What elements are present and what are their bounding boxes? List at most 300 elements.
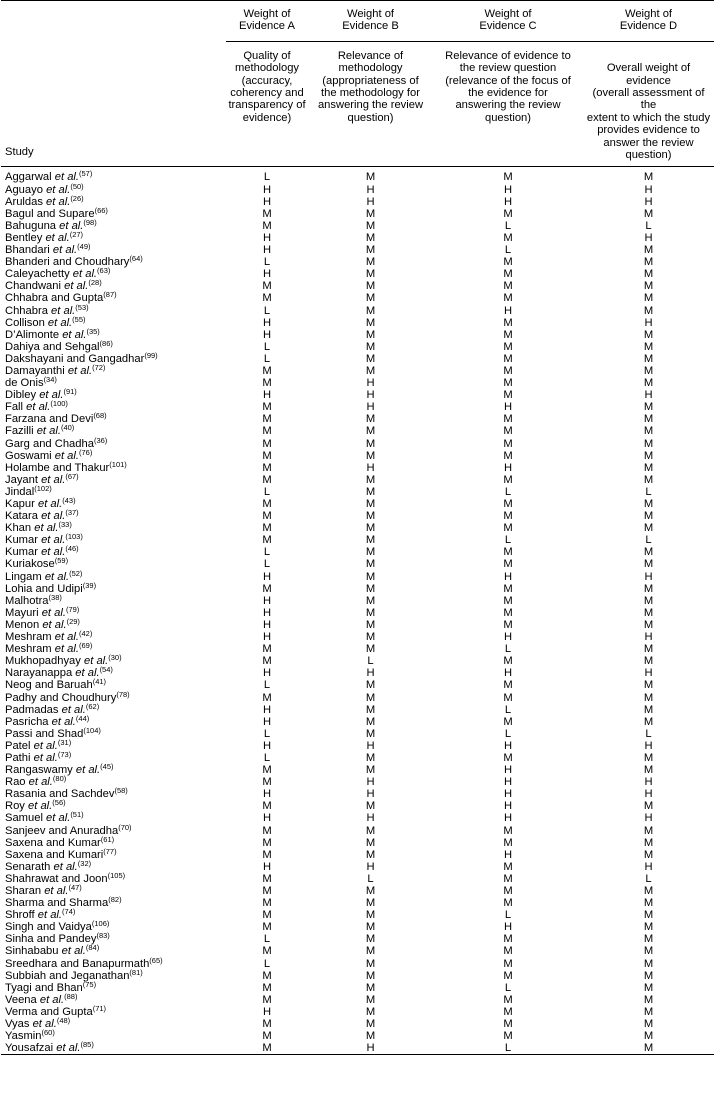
- study-name-cell: [1, 181, 226, 196]
- study-name-cell: [1, 713, 226, 728]
- table-row: [1, 1042, 714, 1055]
- weight-c-cell: M: [503, 449, 513, 462]
- weight-a-cell: H: [262, 328, 272, 341]
- table-row: [1, 522, 714, 534]
- study-author: Saxena and Kumari: [5, 848, 104, 861]
- weight-b-cell: M: [365, 304, 376, 317]
- study-reference: (77): [103, 846, 117, 856]
- study-author: Sinhababu: [5, 945, 62, 958]
- weight-d-cell: H: [644, 776, 653, 789]
- study-reference: (100): [50, 399, 68, 409]
- weight-a-cell: M: [262, 776, 272, 789]
- table-row: [1, 958, 714, 970]
- weight-a-cell: M: [262, 280, 272, 293]
- table-row: [1, 704, 714, 716]
- weight-c-cell: M: [503, 824, 513, 837]
- study-name-cell: [1, 314, 226, 329]
- table-row: [1, 498, 714, 510]
- study-name-cell: [1, 338, 226, 353]
- weight-a-cell: L: [263, 171, 271, 184]
- weight-a-cell: M: [262, 522, 272, 535]
- study-et-al: et al.: [37, 909, 63, 922]
- study-name-cell: [1, 897, 226, 909]
- weight-b-cell: M: [365, 618, 376, 631]
- study-author: Fall: [5, 401, 27, 414]
- study-et-al: et al.: [33, 751, 58, 764]
- weight-a-cell: H: [262, 715, 272, 728]
- weight-d-cell: L: [645, 219, 652, 232]
- weight-c-cell: H: [503, 401, 513, 414]
- study-author: Damayanthi: [5, 364, 68, 377]
- study-et-al: et al.: [56, 1042, 81, 1055]
- study-name-cell: [1, 498, 226, 510]
- weight-d-cell: M: [643, 824, 654, 837]
- study-name-cell: [1, 604, 226, 619]
- weight-d-cell: M: [643, 1042, 654, 1055]
- weight-d-cell: H: [644, 812, 653, 825]
- weight-b-cell: M: [365, 848, 376, 861]
- weight-a-cell: M: [262, 1042, 272, 1055]
- study-name-cell: [1, 991, 226, 1006]
- study-author: Shroff: [5, 909, 38, 922]
- table-row: [1, 583, 714, 595]
- study-author: Dibley: [5, 389, 40, 402]
- study-author: Farzana and Devi: [5, 413, 94, 426]
- weight-a-cell: L: [263, 256, 271, 269]
- study-reference: (85): [80, 1040, 94, 1050]
- study-reference: (45): [100, 762, 114, 772]
- study-reference: (65): [149, 955, 163, 965]
- study-reference: (99): [144, 350, 158, 360]
- weight-b-cell: M: [365, 993, 376, 1006]
- table-row: [1, 788, 714, 800]
- weight-d-cell: M: [643, 377, 654, 390]
- study-name-cell: [1, 413, 226, 425]
- table-row: [1, 510, 714, 522]
- study-name-cell: [1, 667, 226, 679]
- weight-a-cell: M: [262, 969, 272, 982]
- study-author: Vyas: [5, 1018, 33, 1031]
- study-author: Collison: [5, 316, 48, 329]
- study-name-cell: [1, 377, 226, 389]
- weight-b-cell: M: [365, 256, 376, 269]
- weight-d-cell: M: [643, 993, 654, 1006]
- study-author: Roy: [5, 800, 29, 813]
- table-row: [1, 800, 714, 812]
- weight-d-cell: M: [643, 655, 654, 668]
- weight-b-cell: M: [365, 727, 376, 740]
- weight-d-cell: M: [643, 280, 654, 293]
- study-name-cell: [1, 701, 226, 716]
- table-row: [1, 812, 714, 824]
- weight-a-cell: M: [262, 401, 272, 414]
- study-et-al: et al.: [64, 280, 89, 293]
- study-reference: (36): [93, 435, 108, 445]
- weight-c-cell: M: [503, 510, 513, 523]
- weight-b-cell: M: [365, 449, 376, 462]
- weight-c-cell: M: [503, 945, 513, 958]
- weight-d-cell: M: [643, 171, 654, 184]
- table-row: [1, 776, 714, 788]
- study-name-cell: [1, 846, 226, 861]
- table-row: [1, 849, 714, 861]
- weight-d-cell: M: [643, 981, 654, 994]
- table-row: [1, 607, 714, 619]
- weight-d-cell: H: [644, 183, 653, 196]
- weight-d-cell: M: [643, 449, 654, 462]
- weight-a-header: Weight of Evidence A: [226, 1, 308, 41]
- study-name-cell: [1, 679, 226, 691]
- weight-b-cell: M: [365, 352, 376, 365]
- study-author: Padmadas: [5, 703, 62, 716]
- weight-a-cell: H: [262, 788, 272, 801]
- study-author: Fazilli: [5, 425, 37, 438]
- study-reference: (42): [79, 629, 93, 639]
- table-row: [1, 450, 714, 462]
- study-et-al: et al.: [62, 328, 87, 341]
- weight-a-cell: M: [262, 377, 272, 390]
- study-author: Bagul and Supare: [5, 207, 95, 220]
- weight-a-cell: H: [262, 739, 272, 752]
- study-et-al: et al.: [41, 473, 66, 486]
- weight-d-cell: M: [643, 679, 654, 692]
- weight-d-cell: M: [643, 691, 654, 704]
- table-row: [1, 353, 714, 365]
- study-reference: (56): [52, 798, 66, 808]
- weight-c-cell: M: [503, 292, 513, 305]
- table-row: [1, 619, 714, 631]
- weight-b-cell: M: [365, 425, 376, 438]
- study-reference: (75): [82, 979, 97, 989]
- study-name-cell: [1, 510, 226, 522]
- weight-d-cell: L: [645, 727, 652, 740]
- weight-b-cell: M: [365, 631, 376, 644]
- weight-d-cell: M: [643, 510, 654, 523]
- study-name-cell: [1, 616, 226, 631]
- weight-d-cell: M: [643, 256, 654, 269]
- weight-d-cell: M: [643, 969, 654, 982]
- study-et-al: et al.: [41, 534, 66, 547]
- weight-header-row: [1, 1, 714, 41]
- weight-c-cell: M: [503, 957, 513, 970]
- study-author: Yousafzai: [5, 1042, 57, 1055]
- study-reference: (40): [60, 423, 75, 433]
- study-et-al: et al.: [46, 812, 71, 825]
- weight-a-cell: L: [263, 546, 271, 559]
- weight-b-cell: H: [366, 1042, 375, 1055]
- study-reference: (61): [100, 834, 115, 844]
- weight-a-cell: M: [262, 498, 272, 510]
- weight-d-cell: M: [643, 703, 654, 716]
- study-reference: (84): [85, 943, 100, 953]
- weight-a-cell: L: [263, 304, 271, 317]
- weight-c-cell: L: [504, 909, 512, 922]
- table-row: [1, 401, 714, 413]
- study-et-al: et al.: [32, 1018, 57, 1031]
- study-author: Sreedhara and Banapurmath: [5, 957, 150, 970]
- weight-c-cell: L: [504, 981, 512, 994]
- study-author: Shahrawat and Joon: [5, 872, 108, 885]
- weight-d-cell: M: [643, 945, 654, 958]
- weight-c-cell: M: [503, 933, 513, 946]
- study-reference: (104): [83, 725, 101, 735]
- study-name-cell: [1, 558, 226, 570]
- study-name-cell: [1, 945, 226, 957]
- table-row: [1, 220, 714, 232]
- study-reference: (73): [57, 749, 72, 759]
- weight-c-cell: H: [503, 921, 513, 934]
- weight-d-cell: M: [643, 957, 654, 970]
- weight-b-cell: M: [365, 691, 376, 704]
- study-name-cell: [1, 483, 226, 498]
- weight-d-cell: M: [643, 522, 654, 535]
- study-et-al: et al.: [54, 643, 79, 656]
- weight-c-cell: M: [503, 618, 513, 631]
- study-name-cell: [1, 979, 226, 994]
- weight-b-cell: M: [365, 643, 376, 656]
- study-author: Katara: [5, 510, 42, 523]
- weight-b-cell: M: [365, 909, 376, 922]
- weight-c-cell: H: [503, 304, 513, 317]
- study-name-cell: [1, 655, 226, 667]
- table-row: [1, 716, 714, 728]
- study-et-al: et al.: [84, 655, 109, 668]
- study-reference: (83): [96, 931, 110, 941]
- weight-b-cell: M: [365, 244, 376, 257]
- weight-b-cell: M: [365, 473, 376, 486]
- weight-c-cell: H: [503, 570, 513, 583]
- study-reference: (27): [69, 229, 84, 239]
- study-reference: (64): [129, 254, 143, 264]
- study-author: Mukhopadhyay: [5, 655, 84, 668]
- study-et-al: et al.: [28, 776, 53, 789]
- study-name-cell: [1, 689, 226, 704]
- study-author: Lingam: [5, 570, 45, 583]
- weight-d-cell: H: [644, 389, 653, 402]
- study-name-cell: [1, 425, 226, 437]
- study-author: Patel: [5, 739, 34, 752]
- weight-a-cell: L: [263, 340, 271, 353]
- study-name-cell: [1, 292, 226, 304]
- weight-a-cell: M: [262, 897, 272, 910]
- weight-d-cell: M: [643, 909, 654, 922]
- study-et-al: et al.: [41, 606, 66, 619]
- weight-b-cell: M: [365, 921, 376, 934]
- study-author: Khan: [5, 522, 35, 535]
- weight-a-cell: M: [262, 764, 272, 777]
- weight-b-cell: M: [365, 969, 376, 982]
- study-name-cell: [1, 764, 226, 776]
- table-row: [1, 764, 714, 776]
- weight-b-cell: L: [367, 655, 374, 668]
- study-et-al: et al.: [53, 860, 78, 873]
- study-reference: (86): [99, 338, 113, 348]
- study-reference: (71): [92, 1003, 107, 1013]
- weight-a-cell: H: [262, 268, 272, 281]
- weight-d-cell: M: [643, 800, 654, 813]
- weight-b-cell: M: [365, 340, 376, 353]
- weight-c-cell: M: [503, 280, 513, 293]
- study-reference: (87): [103, 290, 117, 300]
- weight-a-cell: M: [262, 909, 272, 922]
- table-row: [1, 873, 714, 885]
- weight-a-cell: M: [262, 219, 272, 232]
- weight-b-cell: H: [366, 812, 375, 825]
- weight-a-cell: M: [262, 534, 272, 547]
- study-author: Chandwani: [5, 280, 65, 293]
- weight-d-cell: M: [643, 764, 654, 777]
- weight-b-cell: M: [365, 498, 376, 510]
- weight-a-cell: M: [262, 582, 272, 595]
- study-reference: (59): [54, 556, 69, 566]
- weight-c-cell: M: [503, 522, 513, 535]
- study-et-al: et al.: [72, 268, 98, 281]
- table-body: [1, 167, 714, 1055]
- weight-c-cell: M: [503, 546, 513, 559]
- study-reference: (30): [108, 653, 122, 663]
- weight-c-cell: M: [503, 885, 513, 897]
- study-author: Mayuri: [5, 606, 42, 619]
- study-reference: (81): [129, 967, 143, 977]
- weight-b-cell: H: [366, 183, 375, 196]
- weight-d-cell: H: [644, 316, 653, 329]
- study-author: Meshram: [5, 643, 55, 656]
- weight-c-cell: H: [503, 788, 513, 801]
- table-row: [1, 232, 714, 244]
- study-reference: (57): [79, 169, 93, 179]
- weight-c-cell: M: [503, 413, 513, 426]
- weight-a-cell: H: [262, 1005, 272, 1018]
- study-reference: (82): [108, 895, 122, 905]
- weight-a-cell: M: [262, 885, 272, 897]
- weight-b-cell: H: [366, 739, 375, 752]
- table-row: [1, 184, 714, 196]
- study-author: Sanjeev and Anuradha: [5, 824, 119, 837]
- weight-a-cell: L: [263, 352, 271, 365]
- study-author: Sharan: [5, 885, 45, 897]
- weight-b-cell: M: [365, 558, 376, 571]
- study-reference: (47): [68, 883, 82, 892]
- weight-d-cell: H: [644, 570, 653, 583]
- weight-a-cell: H: [262, 860, 272, 873]
- weight-a-cell: M: [262, 824, 272, 837]
- study-author: Aruldas: [5, 195, 47, 208]
- study-author: Pathi: [5, 751, 34, 764]
- study-author: Aguayo: [5, 183, 47, 196]
- weight-c-cell: H: [503, 812, 513, 825]
- weight-a-cell: H: [262, 195, 272, 208]
- weight-c-cell: M: [503, 473, 513, 486]
- weight-d-cell: M: [643, 594, 654, 607]
- study-reference: (48): [56, 1016, 71, 1026]
- weight-b-cell: M: [365, 703, 376, 716]
- weight-d-cell: M: [643, 364, 654, 377]
- weight-d-cell: M: [643, 292, 654, 305]
- evidence-weight-table: [1, 0, 714, 1055]
- weight-b-cell: M: [365, 945, 376, 958]
- weight-d-cell: H: [644, 631, 653, 644]
- table-header: [1, 1, 714, 167]
- study-et-al: et al.: [61, 945, 86, 958]
- study-author: Sinha and Pandey: [5, 933, 97, 946]
- table-row: [1, 365, 714, 377]
- weight-a-cell: H: [262, 703, 272, 716]
- study-name-cell: [1, 737, 226, 752]
- weight-b-cell: M: [365, 1030, 376, 1043]
- weight-b-cell: M: [365, 316, 376, 329]
- study-name-cell: [1, 580, 226, 595]
- study-et-al: et al.: [41, 546, 66, 559]
- weight-b-description: Relevance of methodology (appropriateness of the methodology for answering the review question): [317, 49, 424, 124]
- study-et-al: et al.: [54, 631, 79, 644]
- study-name-cell: [1, 725, 226, 740]
- weight-c-cell: M: [503, 437, 513, 450]
- weight-d-cell: L: [645, 485, 652, 498]
- weight-c-cell: M: [503, 691, 513, 704]
- study-reference: (28): [88, 278, 102, 288]
- study-reference: (101): [109, 459, 127, 469]
- weight-d-cell: M: [643, 461, 654, 474]
- weight-a-cell: M: [262, 848, 272, 861]
- study-reference: (68): [93, 411, 107, 421]
- weight-c-cell: L: [504, 727, 512, 740]
- weight-d-cell: M: [643, 715, 654, 728]
- weight-c-cell: M: [503, 1030, 513, 1043]
- study-name-cell: [1, 205, 226, 220]
- study-et-al: et al.: [39, 993, 65, 1006]
- weight-d-cell: M: [643, 582, 654, 595]
- study-reference: (32): [77, 858, 92, 868]
- study-reference: (39): [82, 580, 97, 590]
- weight-c-cell: M: [503, 1018, 513, 1031]
- study-et-al: et al.: [46, 183, 71, 196]
- study-reference: (74): [62, 907, 76, 917]
- weight-b-cell: M: [365, 800, 376, 813]
- table-row: [1, 167, 714, 184]
- study-author: Veena: [5, 993, 40, 1006]
- weight-d-cell: M: [643, 897, 654, 910]
- weight-d-cell: M: [643, 413, 654, 426]
- weight-a-cell: H: [262, 183, 272, 196]
- weight-a-cell: M: [262, 1030, 272, 1043]
- table-row: [1, 546, 714, 558]
- study-reference: (52): [69, 568, 83, 578]
- weight-d-cell: M: [643, 425, 654, 438]
- study-et-al: et al.: [39, 389, 64, 402]
- weight-b-cell: M: [365, 606, 376, 619]
- study-name-cell: [1, 546, 226, 558]
- study-reference: (37): [65, 508, 79, 518]
- study-name-cell: [1, 217, 226, 232]
- table-row: [1, 728, 714, 740]
- study-name-cell: [1, 788, 226, 800]
- study-et-al: et al.: [45, 231, 70, 244]
- study-author: Pasricha: [5, 715, 52, 728]
- table-row: [1, 994, 714, 1006]
- study-author: Kumar: [5, 534, 42, 547]
- weight-d-cell: H: [644, 739, 653, 752]
- weight-d-cell: H: [644, 195, 653, 208]
- weight-d-cell: H: [644, 231, 653, 244]
- table-row: [1, 933, 714, 945]
- weight-b-cell: H: [366, 788, 375, 801]
- table-row: [1, 425, 714, 437]
- table-row: [1, 1018, 714, 1030]
- weight-d-cell: M: [643, 751, 654, 764]
- study-reference: (67): [65, 471, 79, 481]
- study-name-cell: [1, 631, 226, 643]
- weight-a-cell: M: [262, 510, 272, 523]
